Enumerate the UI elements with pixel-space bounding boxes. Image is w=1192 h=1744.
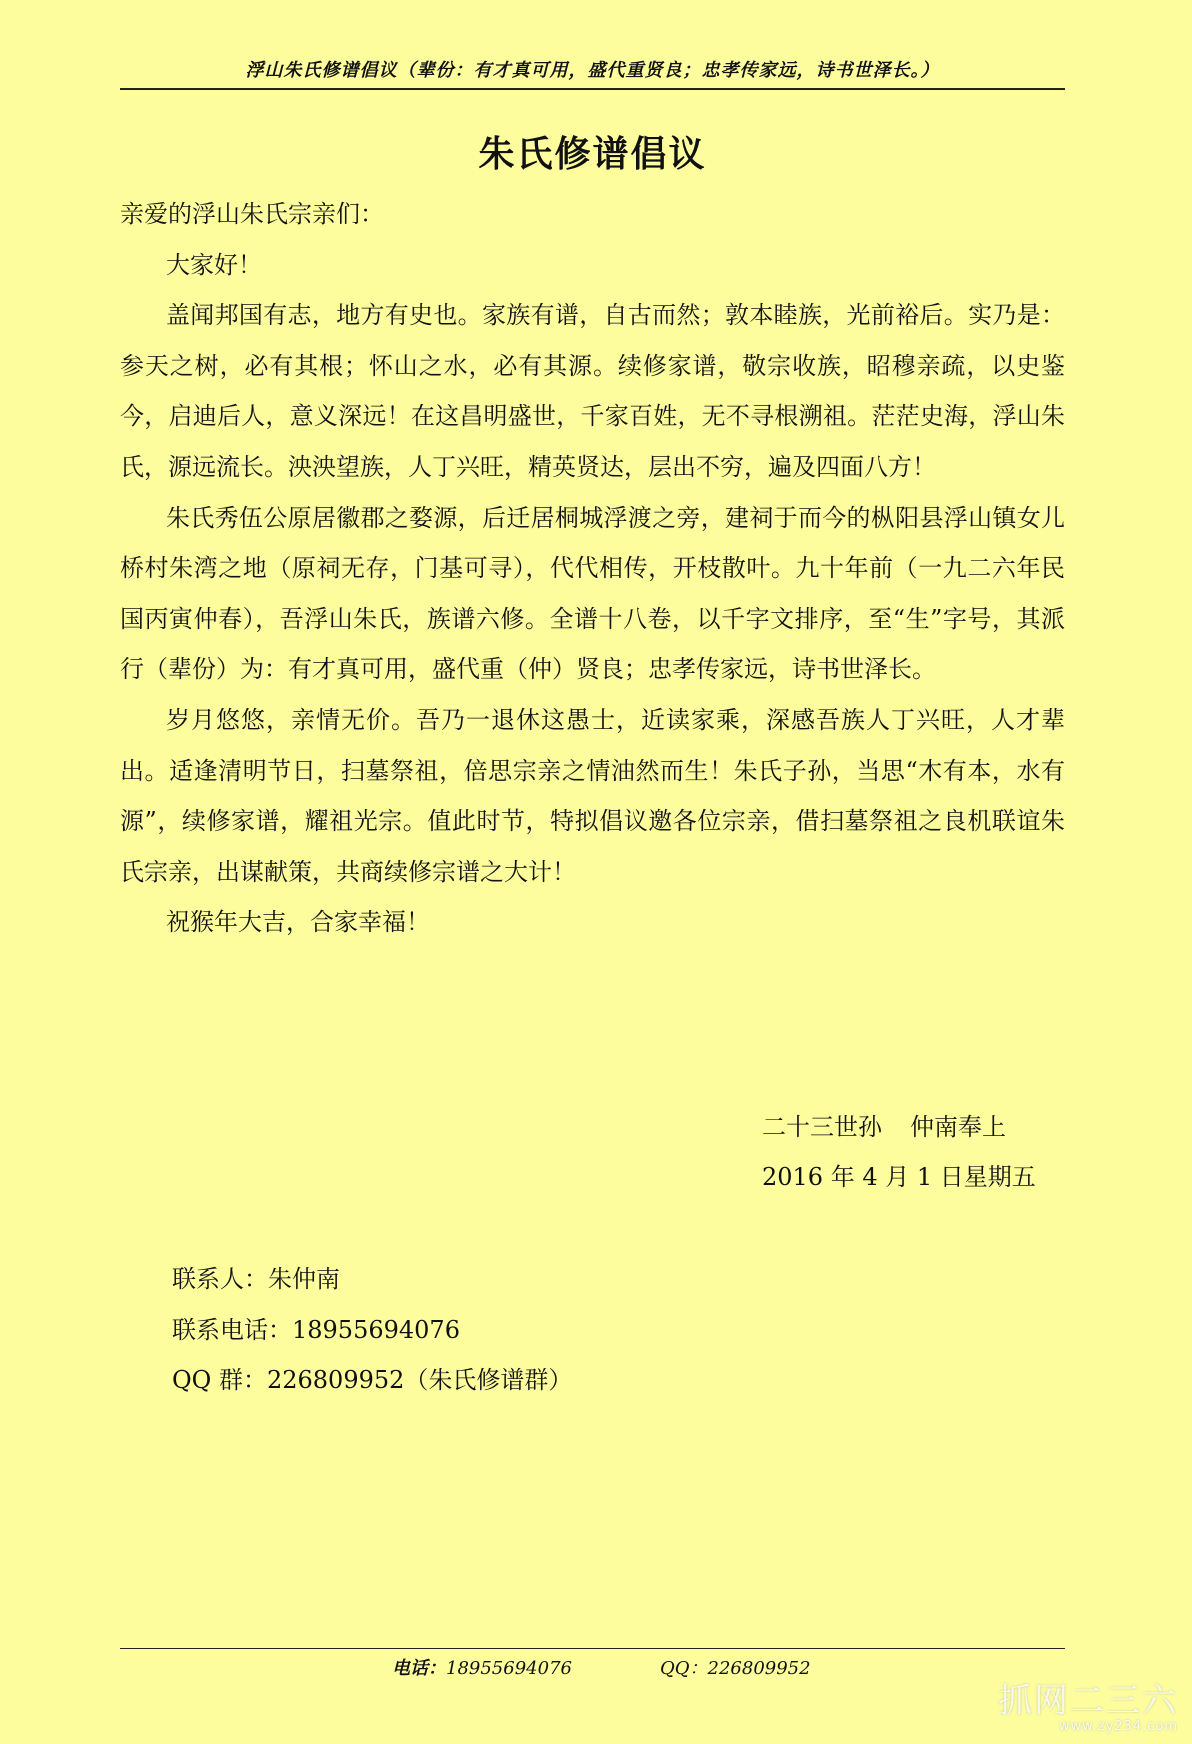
watermark-title: 抓网二三六: [998, 1681, 1178, 1721]
salutation: 亲爱的浮山朱氏宗亲们：: [120, 200, 384, 228]
footer-phone-value: 18955694076: [446, 1658, 572, 1679]
letter-body: [120, 189, 1065, 948]
watermark: [998, 1683, 1178, 1734]
footer-qq-label: QQ：: [660, 1658, 708, 1679]
watermark-url: www.zy234.com: [1058, 1719, 1178, 1734]
paragraph-3: 岁月悠悠，亲情无价。吾乃一退休这愚士，近读家乘，深感吾族人丁兴旺，人才辈出。适逢清明节日，扫墓祭祖，倍思宗亲之情油然而生！朱氏子孙，当思“木有本，水有源”，续修家谱，耀祖光宗。值此时节，特拟倡议邀各位宗亲，借扫墓祭祖之良机联谊朱氏宗亲，出谋献策，共商续修宗谱之大计！: [120, 705, 1065, 886]
footer-phone: [392, 1654, 572, 1680]
signature-generation: 二十三世孙: [762, 1113, 882, 1141]
paragraph-1: 盖闻邦国有志，地方有史也。家族有谱，自古而然；敦本睦族，光前裕后。实乃是：参天之树，必有其根；怀山之水，必有其源。续修家谱，敬宗收族，昭穆亲疏，以史鉴今，启迪后人，意义深远！在这昌明盛世，千家百姓，无不寻根溯祖。茫茫史海，浮山朱氏，源远流长。泱泱望族，人丁兴旺，精英贤达，层出不穷，遍及四面八方！: [120, 301, 1065, 481]
contact-qq-group: QQ 群：226809952（朱氏修谱群）: [172, 1366, 573, 1394]
header-rule: [120, 88, 1065, 90]
greeting: 大家好！: [166, 250, 262, 279]
footer-phone-label: 电话：: [392, 1658, 446, 1679]
footer-rule: [120, 1648, 1065, 1649]
contact-phone: 联系电话：18955694076: [172, 1315, 460, 1344]
contact-block: [172, 1254, 572, 1406]
footer-qq: [660, 1654, 811, 1680]
signature-block: [762, 1102, 1036, 1202]
page-title: 朱氏修谱倡议: [478, 134, 707, 175]
signature-name: 仲南奉上: [910, 1113, 1006, 1141]
signature-date: 2016 年 4 月 1 日星期五: [762, 1163, 1036, 1191]
signature-line: [762, 1102, 1036, 1152]
contact-person: 联系人：朱仲南: [172, 1265, 340, 1293]
closing: 祝猴年大吉，合家幸福！: [166, 908, 430, 937]
footer-qq-value: 226809952: [707, 1658, 811, 1679]
header-text: 浮山朱氏修谱倡议（辈份：有才真可用，盛代重贤良；忠孝传家远，诗书世泽长。）: [245, 60, 940, 81]
paragraph-2: 朱氏秀伍公原居徽郡之婺源，后迁居桐城浮渡之旁，建祠于而今的枞阳县浮山镇女儿桥村朱湾之地（原祠无存，门基可寻），代代相传，开枝散叶。九十年前（一九二六年民国丙寅仲春），吾浮山朱氏，族谱六修。全谱十八卷，以千字文排序，至“生”字号，其派行（辈份）为：有才真可用，盛代重（仲）贤良；忠孝传家远，诗书世泽长。: [120, 503, 1065, 684]
